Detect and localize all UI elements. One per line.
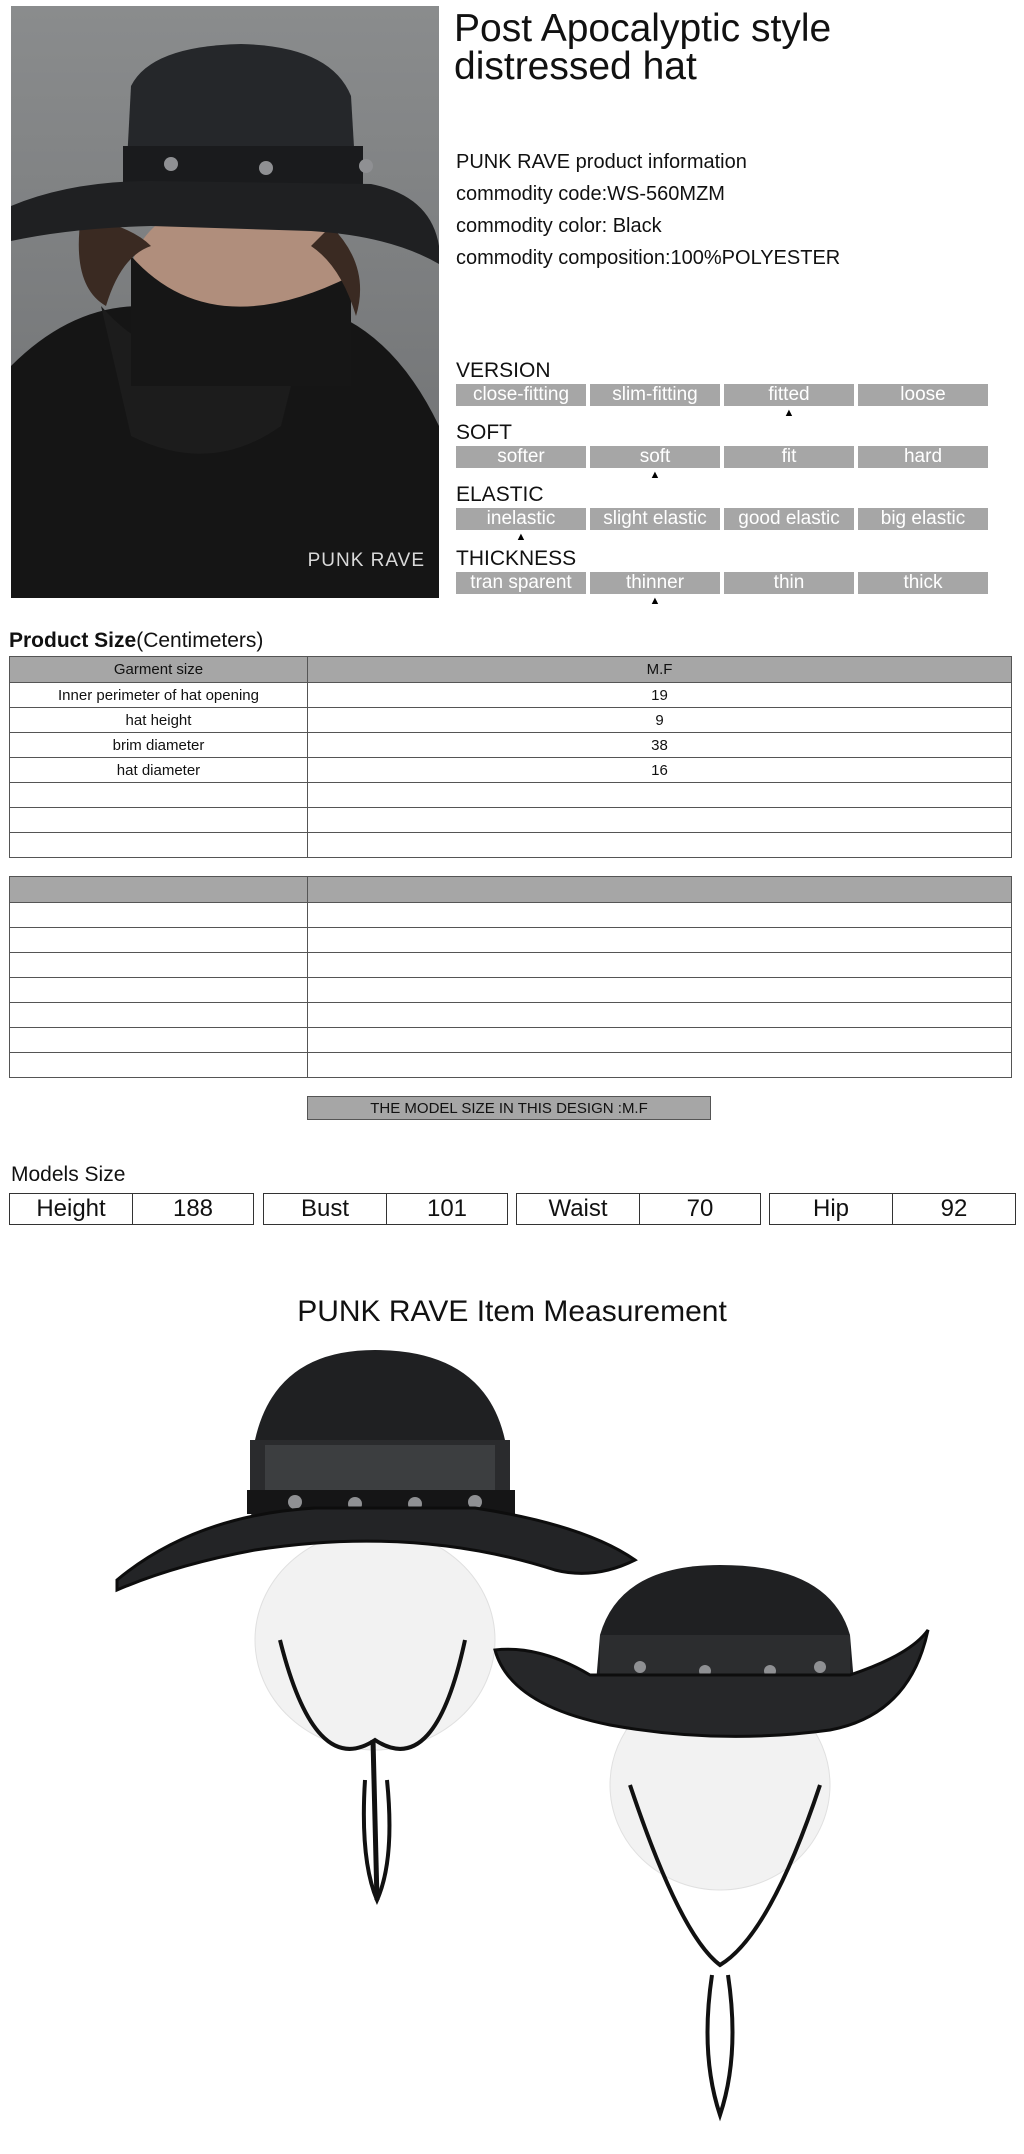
models-size-label: Models Size: [11, 1163, 126, 1186]
attribute-option-label: soft: [639, 446, 671, 467]
size-unit: (Centimeters): [136, 629, 264, 652]
table-row: [10, 953, 1012, 978]
model-measurement-name: Height: [9, 1193, 133, 1225]
model-measurement: [516, 1193, 761, 1225]
size-label-cell: [10, 783, 308, 808]
attribute-option: [590, 446, 720, 481]
product-info: [456, 146, 840, 274]
size-label-cell: [10, 1053, 308, 1078]
attribute-option-label: big elastic: [880, 508, 966, 529]
attribute-option: [858, 508, 988, 530]
size-section-title: Product Size(Centimeters): [9, 629, 264, 652]
size-label-cell: [10, 953, 308, 978]
table-header-row: [10, 877, 1012, 903]
size-label-cell: [10, 1003, 308, 1028]
attribute-option: [858, 572, 988, 594]
attribute-option: [724, 384, 854, 419]
size-value-cell: 19: [308, 683, 1012, 708]
table-row: [10, 928, 1012, 953]
attribute-option: [858, 384, 988, 406]
attribute-title: VERSION: [456, 359, 551, 382]
attribute-option-label: good elastic: [738, 508, 840, 529]
size-value-cell: [308, 783, 1012, 808]
size-value-cell: [308, 833, 1012, 858]
product-title: Post Apocalyptic style distressed hat: [454, 7, 832, 88]
attribute-option: [456, 508, 586, 543]
size-value-cell: [308, 1028, 1012, 1053]
info-line: PUNK RAVE product information: [456, 151, 747, 173]
measurement-title: PUNK RAVE Item Measurement: [297, 1295, 727, 1328]
model-measurement-value: 101: [387, 1193, 508, 1225]
size-table-secondary: [9, 876, 1012, 1078]
product-photo: [11, 6, 439, 598]
size-label-cell: [10, 928, 308, 953]
size-table: [9, 656, 1012, 858]
size-value-cell: [308, 928, 1012, 953]
attribute-version: [456, 359, 988, 419]
attribute-title: SOFT: [456, 421, 512, 444]
hat-back-image: [490, 1555, 930, 2135]
size-label-cell: [10, 808, 308, 833]
table-row: [10, 733, 1012, 758]
size-label-cell: brim diameter: [10, 733, 308, 758]
selected-marker-icon: ▲: [783, 407, 795, 419]
attribute-option: [590, 572, 720, 607]
size-value-cell: [308, 1053, 1012, 1078]
attribute-soft: [456, 421, 988, 481]
table-row: [10, 1028, 1012, 1053]
attribute-option-label: hard: [903, 446, 943, 467]
table-header-cell: M.F: [308, 657, 1012, 683]
attribute-option-label: thinner: [625, 572, 685, 593]
model-measurement: [9, 1193, 254, 1225]
attribute-option: [724, 572, 854, 594]
attribute-elastic: [456, 483, 988, 543]
selected-marker-icon: ▲: [649, 595, 661, 607]
attribute-option: [724, 446, 854, 468]
model-measurement-name: Hip: [769, 1193, 893, 1225]
model-size-note: THE MODEL SIZE IN THIS DESIGN :M.F: [307, 1096, 711, 1120]
size-label-cell: Inner perimeter of hat opening: [10, 683, 308, 708]
table-row: [10, 1003, 1012, 1028]
attribute-option-label: thick: [903, 572, 943, 593]
attribute-option-label: loose: [900, 384, 946, 405]
attribute-option-label: close-fitting: [472, 384, 570, 405]
photo-watermark: PUNK RAVE: [307, 550, 425, 571]
size-label-cell: [10, 903, 308, 928]
size-value-cell: [308, 808, 1012, 833]
attribute-title: ELASTIC: [456, 483, 544, 506]
attribute-title: THICKNESS: [456, 547, 577, 570]
size-value-cell: [308, 953, 1012, 978]
size-label-cell: [10, 1028, 308, 1053]
model-measurement: [263, 1193, 508, 1225]
attribute-option: [590, 384, 720, 406]
model-measurement-value: 70: [640, 1193, 761, 1225]
size-label-cell: [10, 978, 308, 1003]
table-row: [10, 783, 1012, 808]
attribute-option-label: softer: [497, 446, 545, 467]
attribute-option: [724, 508, 854, 530]
size-label-cell: hat height: [10, 708, 308, 733]
attribute-options: [456, 572, 988, 607]
model-measurement-value: 92: [893, 1193, 1016, 1225]
model-measurement-value: 188: [133, 1193, 254, 1225]
attribute-option-label: fitted: [768, 384, 810, 405]
info-line: commodity composition:100%POLYESTER: [456, 247, 841, 269]
size-label-cell: [10, 833, 308, 858]
attribute-option: [590, 508, 720, 530]
info-line: commodity color: Black: [456, 215, 662, 237]
size-value-cell: 38: [308, 733, 1012, 758]
size-value-cell: 9: [308, 708, 1012, 733]
size-value-cell: [308, 1003, 1012, 1028]
table-row: [10, 903, 1012, 928]
table-row: [10, 808, 1012, 833]
table-row: [10, 758, 1012, 783]
attribute-option-label: slim-fitting: [612, 384, 698, 405]
attribute-options: [456, 508, 988, 543]
attribute-option: [456, 446, 586, 468]
attribute-thickness: [456, 547, 988, 607]
table-header-row: [10, 657, 1012, 683]
attribute-option-label: thin: [773, 572, 805, 593]
model-measurement-name: Waist: [516, 1193, 640, 1225]
size-value-cell: 16: [308, 758, 1012, 783]
selected-marker-icon: ▲: [649, 469, 661, 481]
attribute-options: [456, 384, 988, 419]
attribute-option: [456, 572, 586, 594]
size-value-cell: [308, 903, 1012, 928]
attribute-option: [858, 446, 988, 468]
attribute-option: [456, 384, 586, 406]
table-header-cell: [10, 877, 308, 903]
table-row: [10, 708, 1012, 733]
table-row: [10, 833, 1012, 858]
attribute-option-label: inelastic: [486, 508, 556, 529]
table-header-cell: Garment size: [10, 657, 308, 683]
size-label-cell: hat diameter: [10, 758, 308, 783]
table-row: [10, 1053, 1012, 1078]
model-measurement: [769, 1193, 1016, 1225]
table-header-cell: [308, 877, 1012, 903]
table-row: [10, 683, 1012, 708]
attribute-options: [456, 446, 988, 481]
model-wearing-hat-illustration: [11, 6, 439, 598]
size-value-cell: [308, 978, 1012, 1003]
model-measurement-name: Bust: [263, 1193, 387, 1225]
selected-marker-icon: ▲: [515, 531, 527, 543]
table-row: [10, 978, 1012, 1003]
info-line: commodity code:WS-560MZM: [456, 183, 725, 205]
attribute-option-label: tran sparent: [470, 572, 572, 593]
attribute-option-label: fit: [781, 446, 797, 467]
attribute-option-label: slight elastic: [603, 508, 707, 529]
